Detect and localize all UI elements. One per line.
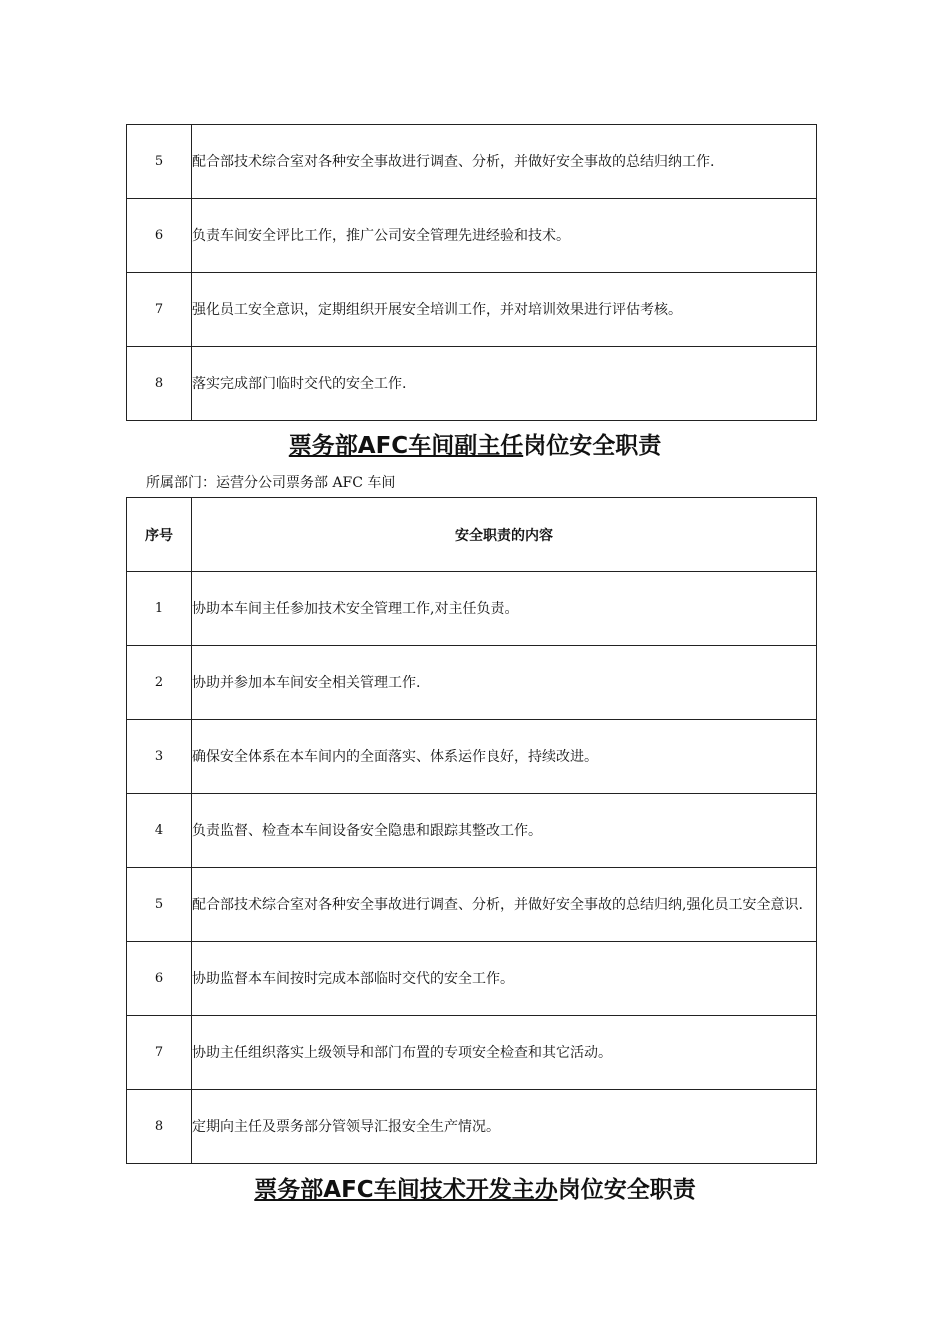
duty-text: 确保安全体系在本车间内的全面落实、体系运作良好，持续改进。 xyxy=(192,720,817,794)
department-line: 所属部门：运营分公司票务部 AFC 车间 xyxy=(146,475,396,491)
duty-text: 落实完成部门临时交代的安全工作. xyxy=(192,347,817,421)
row-number: 7 xyxy=(127,273,192,347)
row-number: 3 xyxy=(127,720,192,794)
heading-rest-part: 岗位安全职责 xyxy=(523,433,662,459)
section-heading-tech-dev-officer xyxy=(0,1174,950,1206)
duty-text: 配合部技术综合室对各种安全事故进行调查、分析，并做好安全事故的总结归纳,强化员工安全意识. xyxy=(192,868,817,942)
duty-text: 协助监督本车间按时完成本部临时交代的安全工作。 xyxy=(192,942,817,1016)
table-row xyxy=(127,1090,817,1164)
table-row xyxy=(127,347,817,421)
table-row xyxy=(127,125,817,199)
row-number: 5 xyxy=(127,125,192,199)
header-content: 安全职责的内容 xyxy=(192,498,817,572)
section-heading-deputy-director xyxy=(0,430,950,462)
table-row xyxy=(127,794,817,868)
table-row xyxy=(127,572,817,646)
header-number: 序号 xyxy=(127,498,192,572)
row-number: 1 xyxy=(127,572,192,646)
duty-text: 协助主任组织落实上级领导和部门布置的专项安全检查和其它活动。 xyxy=(192,1016,817,1090)
duty-text: 强化员工安全意识，定期组织开展安全培训工作，并对培训效果进行评估考核。 xyxy=(192,273,817,347)
row-number: 2 xyxy=(127,646,192,720)
table-row xyxy=(127,868,817,942)
heading-underlined-part: 票务部AFC车间副主任 xyxy=(288,433,524,459)
heading-rest-part: 岗位安全职责 xyxy=(557,1177,696,1203)
duty-table-continued xyxy=(126,124,817,421)
heading-underlined-part: 票务部AFC车间技术开发主办 xyxy=(254,1177,558,1203)
row-number: 6 xyxy=(127,942,192,1016)
duty-text: 配合部技术综合室对各种安全事故进行调查、分析，并做好安全事故的总结归纳工作. xyxy=(192,125,817,199)
table-row xyxy=(127,1016,817,1090)
row-number: 6 xyxy=(127,199,192,273)
duty-text: 定期向主任及票务部分管领导汇报安全生产情况。 xyxy=(192,1090,817,1164)
duty-text: 协助并参加本车间安全相关管理工作. xyxy=(192,646,817,720)
row-number: 7 xyxy=(127,1016,192,1090)
table-row xyxy=(127,273,817,347)
table-header-row xyxy=(127,498,817,572)
table-row xyxy=(127,646,817,720)
table-row xyxy=(127,720,817,794)
duty-text: 协助本车间主任参加技术安全管理工作,对主任负责。 xyxy=(192,572,817,646)
row-number: 5 xyxy=(127,868,192,942)
duty-text: 负责车间安全评比工作，推广公司安全管理先进经验和技术。 xyxy=(192,199,817,273)
row-number: 4 xyxy=(127,794,192,868)
duty-table-deputy-director xyxy=(126,497,817,1164)
duty-text: 负责监督、检查本车间设备安全隐患和跟踪其整改工作。 xyxy=(192,794,817,868)
row-number: 8 xyxy=(127,347,192,421)
table-row xyxy=(127,942,817,1016)
table-row xyxy=(127,199,817,273)
row-number: 8 xyxy=(127,1090,192,1164)
